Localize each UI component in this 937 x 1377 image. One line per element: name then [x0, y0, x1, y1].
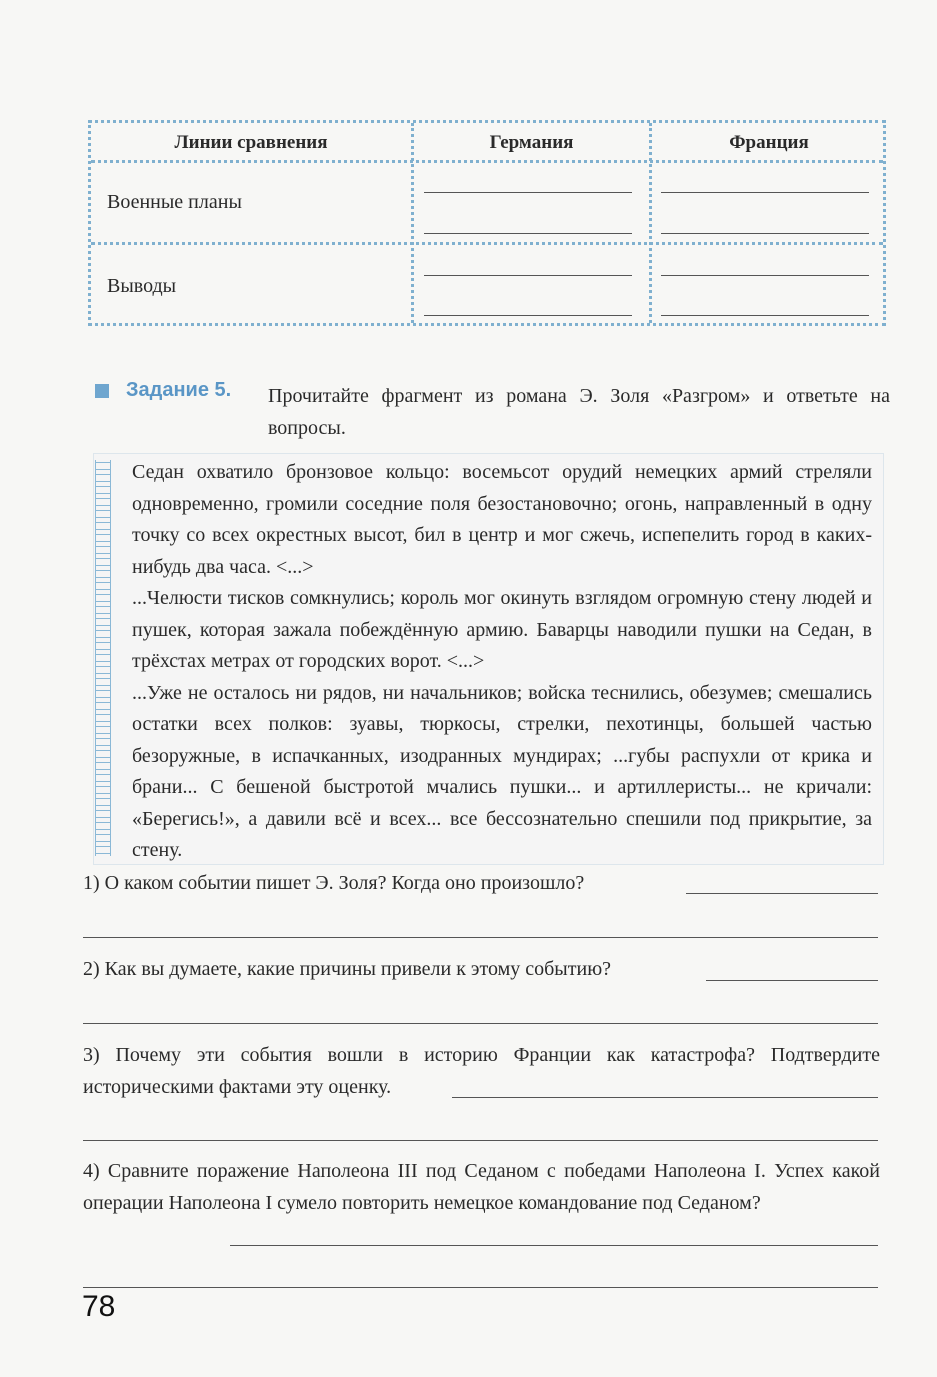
quote-paragraph: ...Челюсти тисков сомкнулись; король мог окинуть взглядом огромную стену людей и пушек, которая зажала побеждённую армию. Баварцы наводили пушки на Седан, в трёхстах метрах от городских ворот. <...>	[132, 587, 872, 672]
answer-line[interactable]	[230, 1245, 878, 1246]
quote-paragraph: ...Уже не осталось ни рядов, ни начальников; войска теснились, обезумев; смешались остатки всех полков: зуавы, тюркосы, стрелки, пехотинцы, большей частью безоружные, в испачканных, изодранных мундирах; ...губы распухли от крика и брани... С бешеной быстротой мчались пушки... и артиллеристы... не кричали: «Берегись!», а давили всё и всех... все бессознательно спешили под прикрытие, за стену.	[132, 681, 872, 861]
task-label: Задание 5.	[126, 379, 232, 401]
answer-line[interactable]	[424, 275, 632, 276]
answer-line[interactable]	[83, 1287, 878, 1288]
answer-line[interactable]	[661, 275, 869, 276]
row-label-military-plans: Военные планы	[107, 191, 242, 213]
header-germany: Германия	[489, 132, 574, 153]
table-header-row	[91, 123, 883, 163]
decorative-strip	[95, 460, 111, 856]
quote-box	[93, 453, 884, 865]
quote-paragraph: Седан охватило бронзовое кольцо: восемьсот орудий немецких армий стреляли одновременно, громили соседние поля безостановочно; огонь, направленный в одну точку со всех окрестных высот, бил в центр и мог сжечь, испепелить город в каких-нибудь два часа. <...>	[132, 461, 872, 578]
answer-line[interactable]	[706, 980, 878, 981]
table-row-military-plans	[91, 163, 883, 245]
comparison-table	[88, 120, 886, 326]
task-instruction: Прочитайте фрагмент из романа Э. Золя «Разгром» и ответьте на вопросы.	[268, 385, 890, 439]
quote-text	[132, 457, 872, 867]
column-divider	[649, 123, 652, 323]
answer-line[interactable]	[83, 1140, 878, 1141]
question-2: 2) Как вы думаете, какие причины привели к этому событию?	[83, 958, 612, 980]
question-3: 3) Почему эти события вошли в историю Франции как катастрофа? Подтвердите историческими фактами эту оценку.	[83, 1044, 880, 1098]
table-row-conclusions	[91, 245, 883, 323]
row-label-conclusions: Выводы	[107, 275, 177, 297]
answer-line[interactable]	[661, 233, 869, 234]
answer-line[interactable]	[424, 192, 632, 193]
answer-line[interactable]	[686, 893, 878, 894]
header-comparison-lines: Линии сравнения	[174, 132, 328, 153]
answer-line[interactable]	[661, 192, 869, 193]
answer-line[interactable]	[424, 233, 632, 234]
header-france: Франция	[729, 132, 809, 153]
answer-line[interactable]	[452, 1097, 878, 1098]
question-1: 1) О каком событии пишет Э. Золя? Когда оно произошло?	[83, 872, 585, 894]
task-marker-icon	[95, 384, 109, 398]
answer-line[interactable]	[661, 315, 869, 316]
column-divider	[411, 123, 414, 323]
page-number: 78	[82, 1290, 116, 1323]
answer-line[interactable]	[83, 1023, 878, 1024]
answer-line[interactable]	[83, 937, 878, 938]
question-4: 4) Сравните поражение Наполеона III под Седаном с победами Наполеона I. Успех какой операции Наполеона I сумело повторить немецкое командование под Седаном?	[83, 1160, 880, 1214]
answer-line[interactable]	[424, 315, 632, 316]
